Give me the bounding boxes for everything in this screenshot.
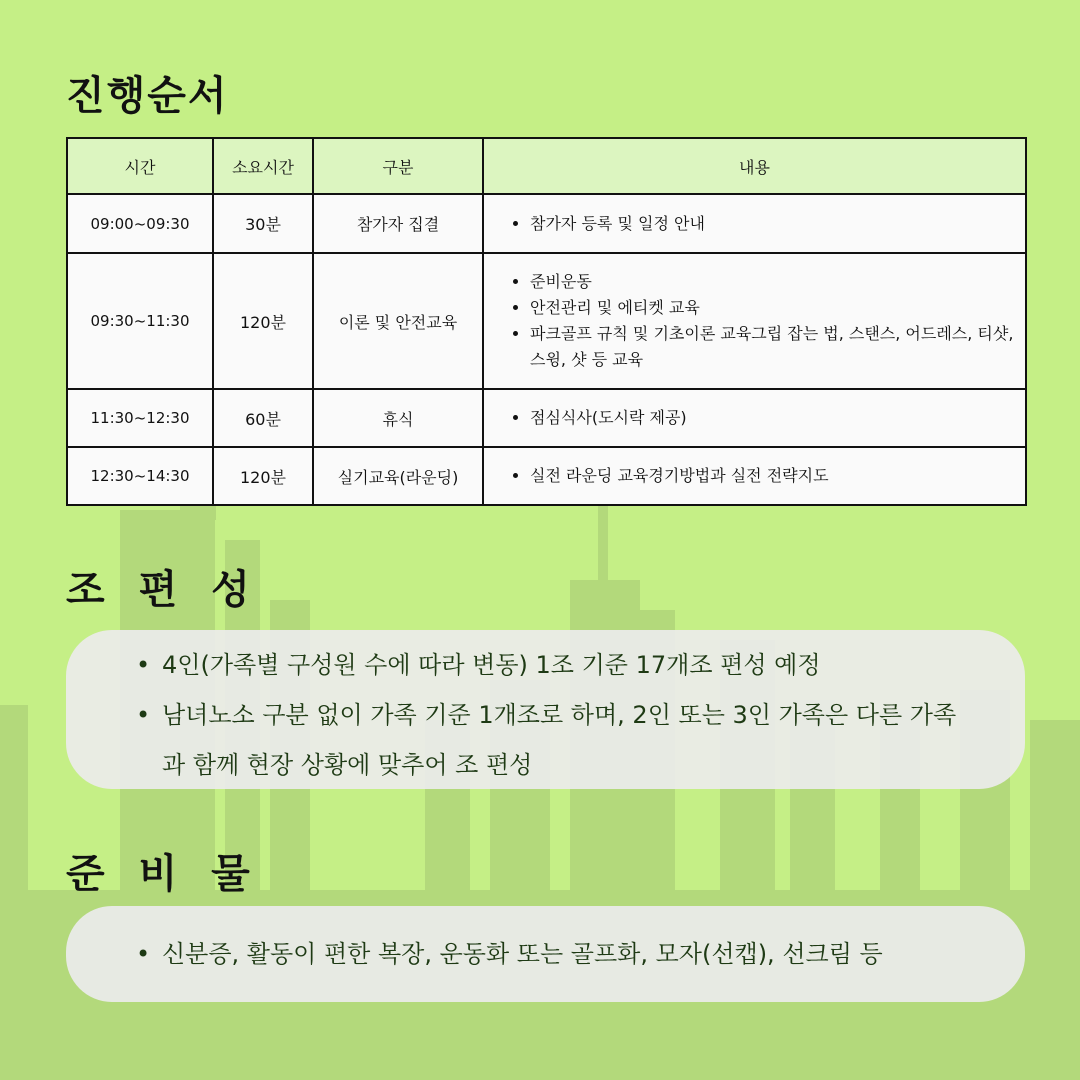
cell-duration: 60분 [213,389,313,447]
content-item: • 점심식사(도시락 제공) [530,405,1019,431]
cell-category: 이론 및 안전교육 [313,253,483,389]
table-row [67,253,1026,389]
bullet-icon: • [136,651,151,679]
prep-item [136,929,883,979]
content-item: • 실전 라운딩 교육경기방법과 실전 전략지도 [530,463,1019,489]
content-item: • 참가자 등록 및 일정 안내 [530,211,1019,237]
group-item [136,640,965,690]
header-duration: 소요시간 [213,138,313,194]
prep-section-title: 준 비 물 [66,851,260,897]
cell-content [483,389,1026,447]
cell-duration: 30분 [213,194,313,253]
header-content: 내용 [483,138,1026,194]
cell-category: 휴식 [313,389,483,447]
group-item-text: 남녀노소 구분 없이 가족 기준 1개조로 하며, 2인 또는 3인 가족은 다른 가족과 함께 현장 상황에 맞추어 조 편성 [162,701,957,779]
table-header-row [67,138,1026,194]
content-item: • 안전관리 및 에티켓 교육 [530,295,1019,321]
cell-duration: 120분 [213,447,313,505]
cell-category: 참가자 집결 [313,194,483,253]
table-row [67,389,1026,447]
group-info-box [66,630,1025,789]
cell-time: 12:30~14:30 [67,447,213,505]
content-item: • 파크골프 규칙 및 기초이론 교육그립 잡는 법, 스탠스, 어드레스, 티샷, 스윙, 샷 등 교육 [530,321,1019,373]
table-row [67,194,1026,253]
header-category: 구분 [313,138,483,194]
cell-time: 09:00~09:30 [67,194,213,253]
cell-content [483,447,1026,505]
cell-content [483,194,1026,253]
bullet-icon: • [136,701,151,729]
cell-category: 실기교육(라운딩) [313,447,483,505]
header-time: 시간 [67,138,213,194]
bullet-icon: • [136,940,151,968]
cell-duration: 120분 [213,253,313,389]
schedule-table [66,137,1027,506]
group-item [136,690,965,790]
content-item: • 준비운동 [530,269,1019,295]
prep-item-text: 신분증, 활동이 편한 복장, 운동화 또는 골프화, 모자(선캡), 선크림 등 [162,940,883,968]
prep-info-box [66,906,1025,1002]
cell-time: 11:30~12:30 [67,389,213,447]
cell-time: 09:30~11:30 [67,253,213,389]
group-item-text: 4인(가족별 구성원 수에 따라 변동) 1조 기준 17개조 편성 예정 [162,651,821,679]
table-row [67,447,1026,505]
schedule-section-title: 진행순서 [66,73,229,119]
cell-content [483,253,1026,389]
group-section-title: 조 편 성 [66,567,260,613]
